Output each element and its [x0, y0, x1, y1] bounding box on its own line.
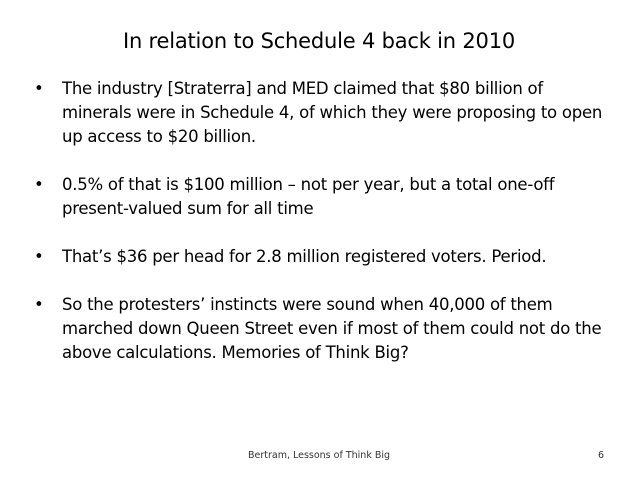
bullet-text: 0.5% of that is $100 million – not per year, but a total one-off present-valued sum for all time [62, 175, 555, 218]
bullet-item [34, 173, 614, 221]
bullet-text: So the protesters’ instincts were sound when 40,000 of them marched down Queen Street even if most of them could not do the above calculations. Memories of Think Big? [62, 295, 602, 362]
bullet-list [34, 77, 614, 365]
bullet-icon: • [34, 175, 44, 194]
bullet-icon: • [34, 295, 44, 314]
bullet-item [34, 77, 614, 149]
slide-footer: Bertram, Lessons of Think Big [247, 450, 391, 461]
bullet-item [34, 245, 614, 269]
bullet-icon: • [34, 247, 44, 266]
bullet-icon: • [34, 79, 44, 98]
bullet-text: That’s $36 per head for 2.8 million registered voters. Period. [62, 247, 547, 266]
page-number: 6 [597, 450, 604, 461]
bullet-text: The industry [Straterra] and MED claimed that $80 billion of minerals were in Schedule 4, of which they were proposing to open up access to $20 billion. [62, 79, 603, 146]
bullet-item [34, 293, 614, 365]
slide-title: In relation to Schedule 4 back in 2010 [122, 29, 516, 53]
